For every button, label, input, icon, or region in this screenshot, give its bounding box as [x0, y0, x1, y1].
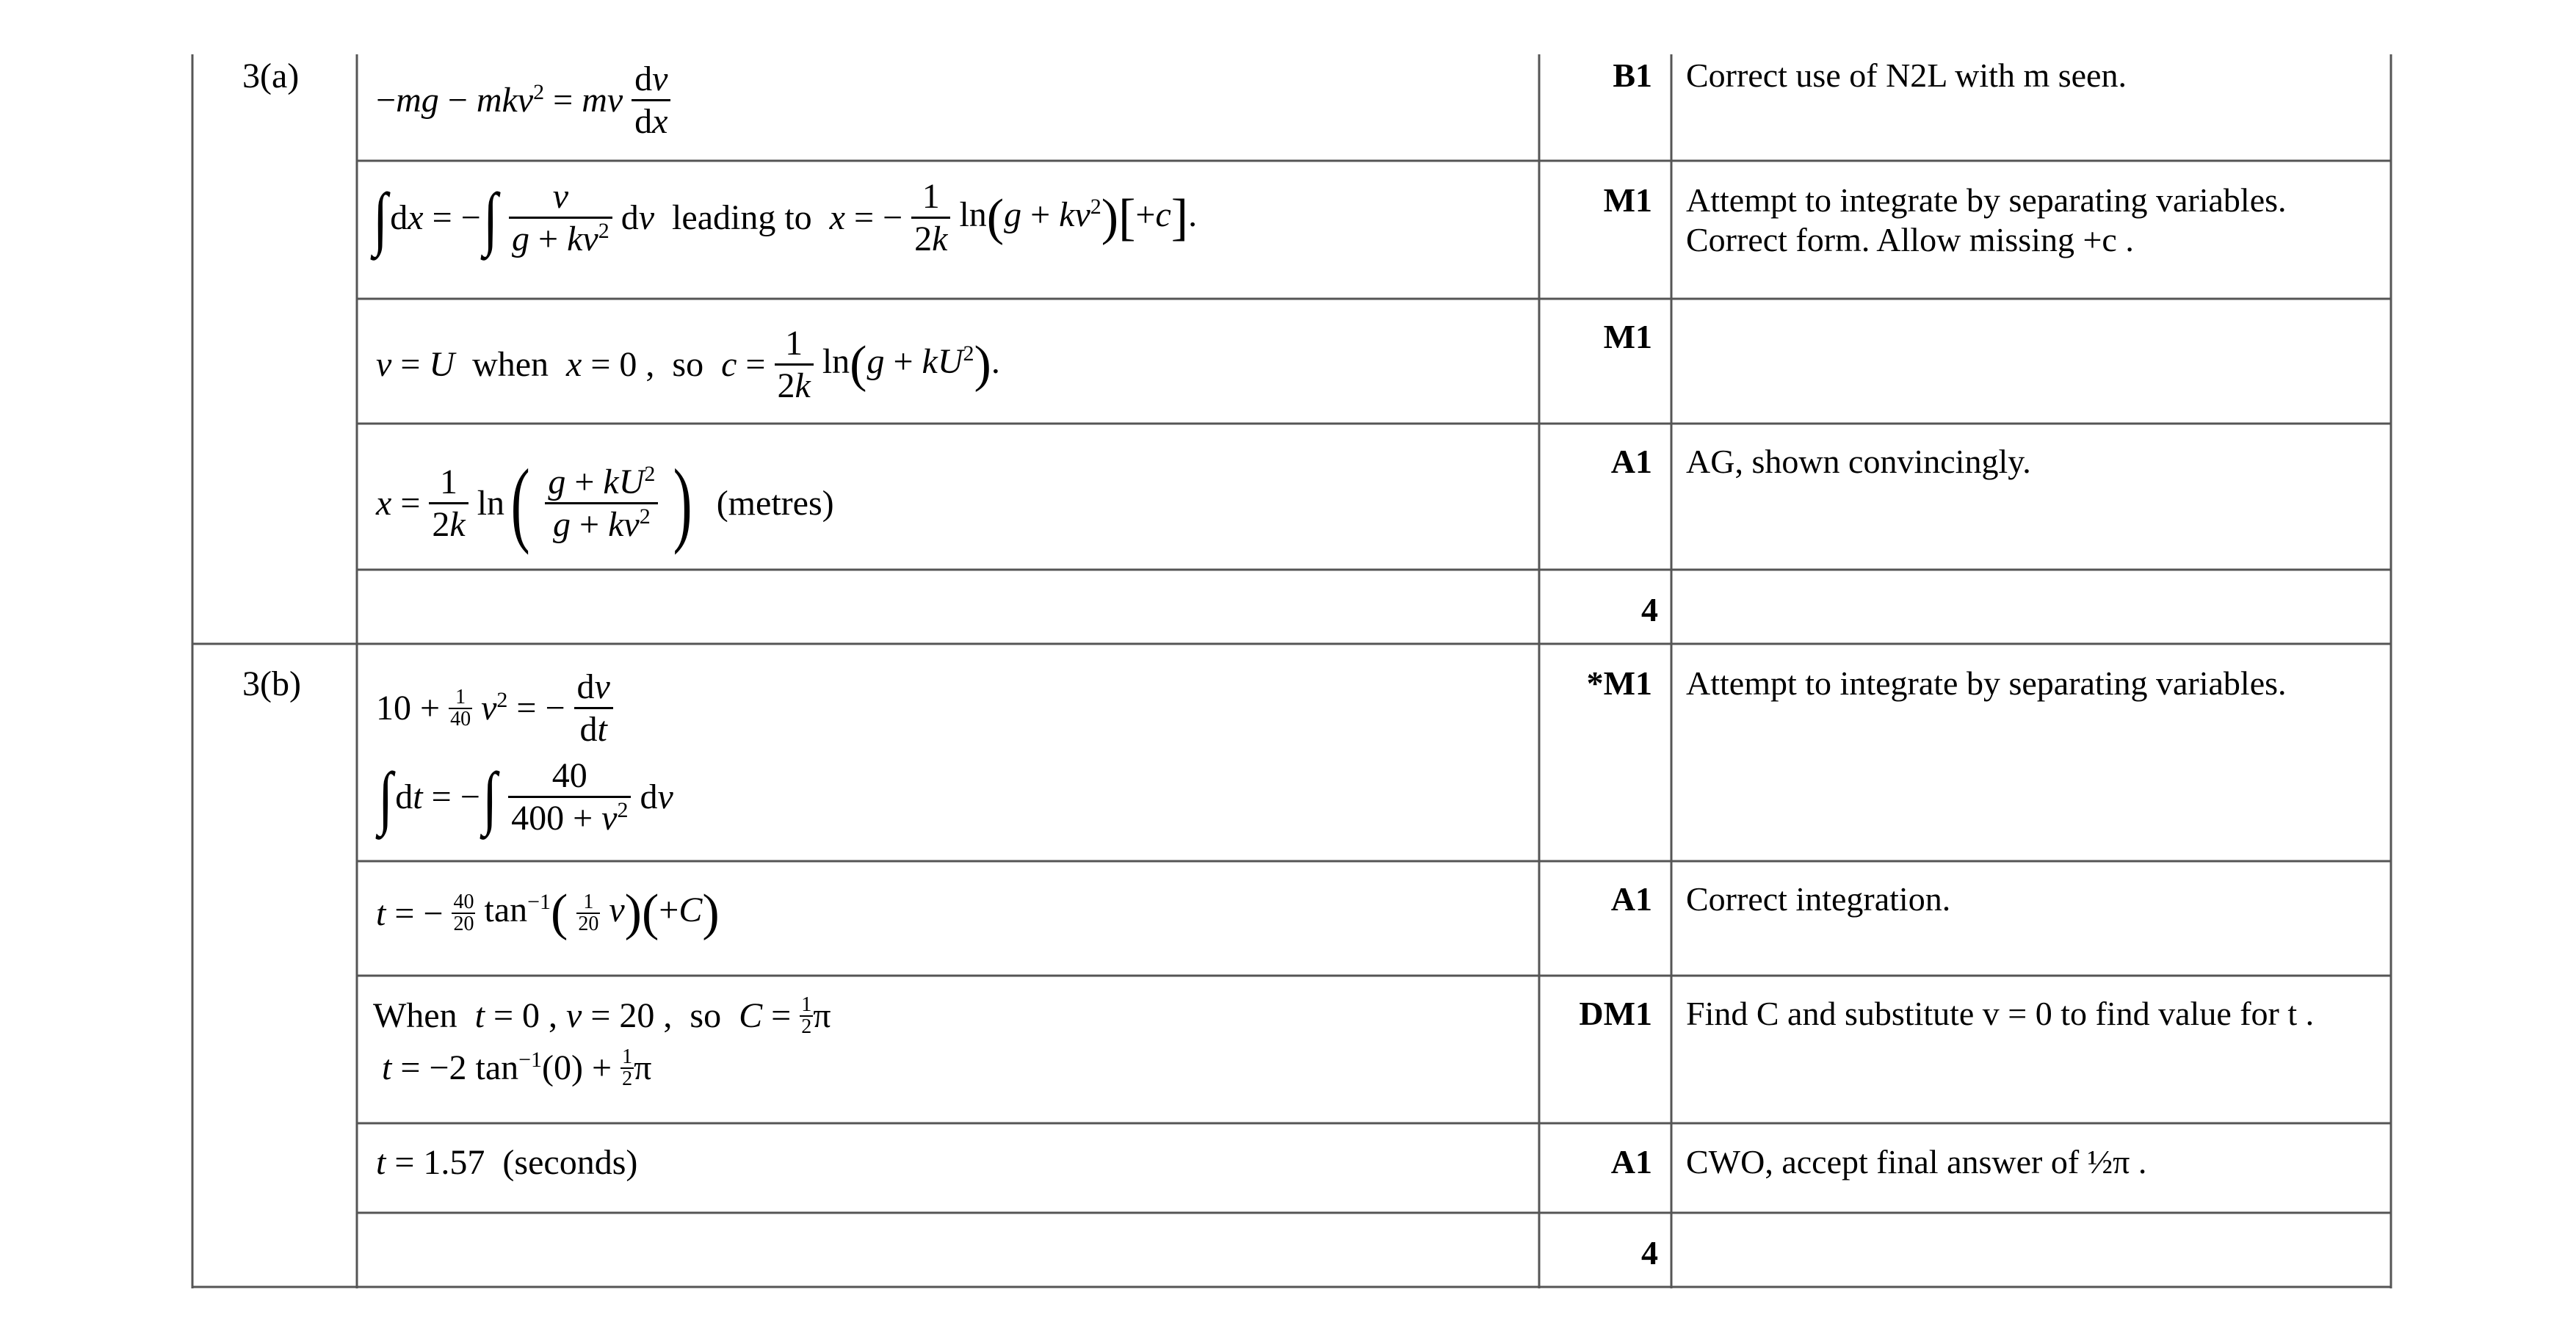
answer-integration: ∫dx = −∫ $\frac{v}{g + kv^2}$ dv leading to x = − $\frac{1}{2k}$ $\ln(g + kv^2)[+c]$.	[373, 177, 1198, 258]
mark-code: A1	[1610, 443, 1652, 480]
guidance-text: Correct integration.	[1686, 880, 1951, 918]
question-number: 3(a)	[242, 57, 300, 95]
mark-code: A1	[1610, 880, 1652, 918]
answer-arctan: t = − $\frac{40}{20}$ $\tan^{-1}$( $\frac{1}{20}$ v)(+C)	[376, 885, 720, 941]
answer-final-time: t = 1.57 (seconds)	[376, 1143, 638, 1182]
question-number: 3(b)	[242, 664, 301, 703]
answer-constant: v = U when x = 0 , so c = $\frac{1}{2k}$ $\ln(g + kU^2)$.	[376, 324, 1000, 405]
answer-substitution: When t = 0 , v = 20 , so C = $\frac{1}{2}$ π t = −2 $\tan^{-1}(0)$ + $\frac{1}{2}$ π	[373, 993, 831, 1090]
guidance-text: AG, shown convincingly.	[1686, 443, 2031, 480]
mark-code: M1	[1603, 318, 1652, 355]
answer-result: x = $\frac{1}{2k}$ ln( $\frac{g + kU^2}{g + kv^2}$ ) (metres)	[376, 450, 834, 556]
mark-code: A1	[1610, 1143, 1652, 1180]
total-marks: 4	[1641, 591, 1658, 628]
guidance-text: Attempt to integrate by separating variables. Correct form. Allow missing +c .	[1686, 181, 2287, 258]
mark-code: M1	[1603, 181, 1652, 219]
answer-n2l-equation: −mg − mkv$^2$ = mv $\frac{dv}{dx}$	[376, 59, 670, 142]
mark-code: B1	[1613, 57, 1652, 94]
total-marks: 4	[1641, 1234, 1658, 1272]
guidance-text: Correct use of N2L with m seen.	[1686, 57, 2127, 94]
guidance-text: Find C and substitute v = 0 to find value for t .	[1686, 995, 2315, 1032]
mark-code: *M1	[1586, 664, 1652, 702]
mark-code: DM1	[1579, 995, 1652, 1032]
guidance-text: CWO, accept final answer of ½π .	[1686, 1143, 2147, 1180]
answer-n2l-resisted: 10 + $\frac{1}{40}$ $v^2$ = − $\frac{dv}{dt}$ ∫dt = −∫ $\frac{40}{400 + v^2}$ dv	[376, 667, 673, 838]
guidance-text: Attempt to integrate by separating variables.	[1686, 664, 2287, 702]
